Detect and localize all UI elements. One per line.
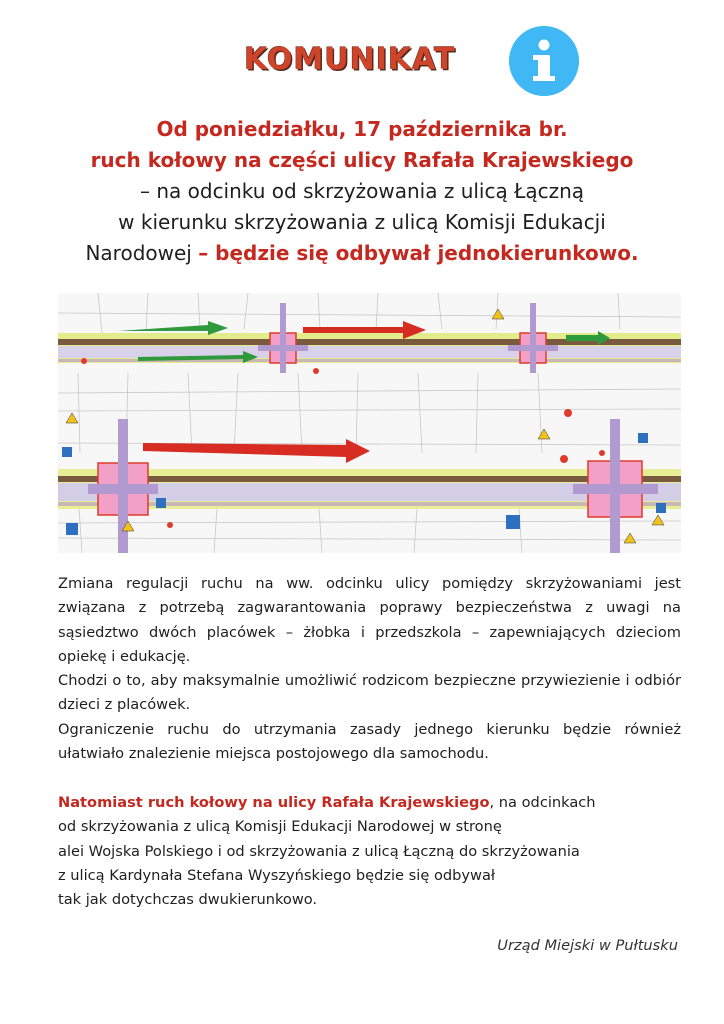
street-map (58, 293, 681, 553)
two-way-lead-rest: , na odcinkach (489, 794, 596, 811)
headline-date: Od poniedziałku, 17 października br. (156, 117, 568, 141)
page-title: KOMUNIKAT (244, 42, 456, 77)
paragraph-parking: Ograniczenie ruchu do utrzymania zasady jednego kierunku będzie również ułatwiało znalezienie miejsca postojowego dla samochodu. (58, 720, 681, 763)
two-way-notice (58, 791, 681, 912)
two-way-line-4: z ulicą Kardynała Stefana Wyszyńskiego będzie się odbywał (58, 866, 496, 884)
paragraph-reason: Zmiana regulacji ruchu na ww. odcinku ulicy pomiędzy skrzyżowaniami jest związana z potrzebą zagwarantowania poprawy bezpieczeństwa z uwagi na sąsiedztwo dwóch placówek – żłobka i przedszkola – zapewniających dzieciom opiekę i edukację. (58, 575, 681, 665)
headline-street: ruch kołowy na części ulicy Rafała Krajewskiego (90, 148, 634, 172)
signature: Urząd Miejski w Pułtusku (497, 937, 678, 954)
two-way-line-5: tak jak dotychczas dwukierunkowo. (58, 891, 318, 909)
info-icon (509, 26, 579, 96)
two-way-line-2: od skrzyżowania z ulicą Komisji Edukacji Narodowej w stronę (58, 818, 502, 836)
headline-section-to: w kierunku skrzyżowania z ulicą Komisji Edukacji (118, 210, 606, 234)
two-way-line-1 (58, 791, 681, 815)
headline (30, 114, 694, 269)
headline-conclusion-dark: Narodowej (85, 241, 199, 265)
explanation (58, 572, 681, 766)
paragraph-purpose: Chodzi o to, aby maksymalnie umożliwić rodzicom bezpieczne przywiezienie i odbiór dzieci z placówek. (58, 672, 681, 714)
headline-conclusion (30, 238, 694, 269)
two-way-lead: Natomiast ruch kołowy na ulicy Rafała Krajewskiego (58, 794, 490, 811)
headline-section-from: – na odcinku od skrzyżowania z ulicą Łączną (139, 179, 585, 203)
headline-conclusion-red: – będzie się odbywał jednokierunkowo. (198, 241, 639, 265)
two-way-line-3: alei Wojska Polskiego i od skrzyżowania z ulicą Łączną do skrzyżowania (58, 842, 580, 860)
